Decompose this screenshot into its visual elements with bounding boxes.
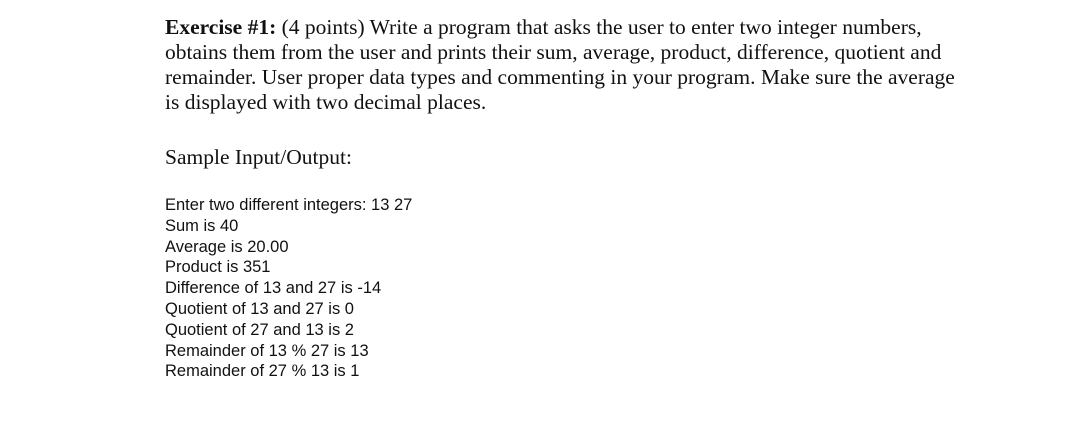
output-line: Sum is 40 [165, 216, 239, 235]
exercise-paragraph [165, 15, 965, 115]
output-line: Quotient of 27 and 13 is 2 [165, 320, 354, 339]
sample-heading: Sample Input/Output: [165, 145, 352, 169]
output-line: Difference of 13 and 27 is -14 [165, 279, 382, 298]
output-line: Remainder of 27 % 13 is 1 [165, 362, 360, 381]
sample-output [165, 195, 412, 382]
exercise-text: (4 points) Write a program that asks the user to enter two integer numbers, obtains them from the user and prints their sum, average, product, difference, quotient and remainder. User proper data types and commenting in your program. Make sure the average is displayed with two decimal places. [165, 15, 955, 114]
output-line: Product is 351 [165, 258, 271, 277]
output-line: Remainder of 13 % 27 is 13 [165, 341, 369, 360]
exercise-label: Exercise #1: [165, 15, 277, 39]
output-line: Quotient of 13 and 27 is 0 [165, 299, 354, 318]
output-line: Average is 20.00 [165, 237, 289, 256]
output-line: Enter two different integers: 13 27 [165, 196, 413, 214]
